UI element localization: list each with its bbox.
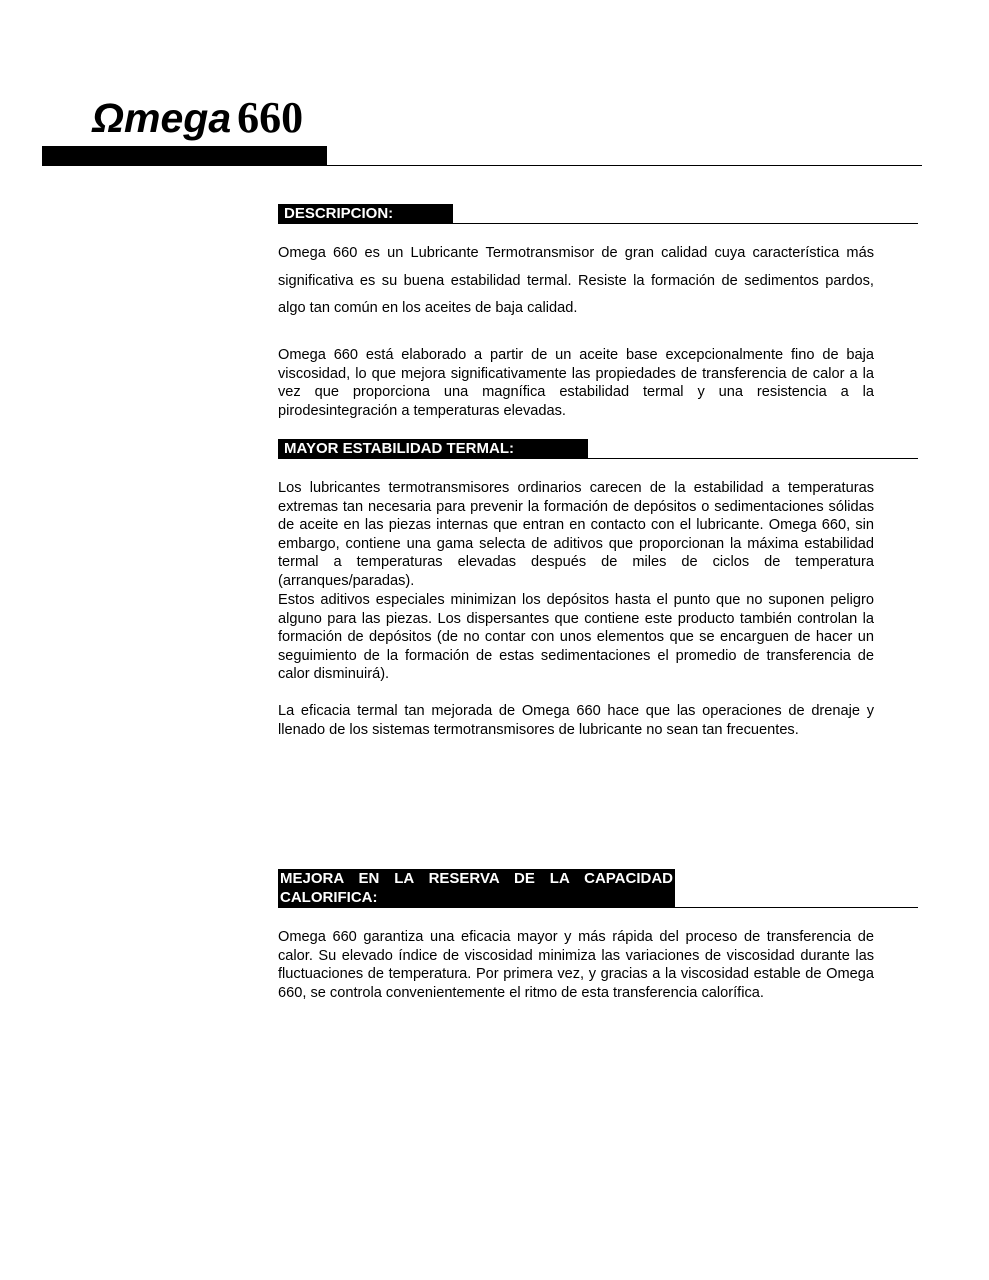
section-heading-descripcion	[278, 204, 918, 224]
title-rule	[42, 165, 922, 166]
paragraph: Omega 660 es un Lubricante Termotransmisor de gran calidad cuya característica más significativa es su buena estabilidad termal. Resiste la formación de sedimentos pardos, algo tan común en los aceites de baja calidad.	[278, 245, 874, 316]
section-label: MEJORA EN LA RESERVA DE LA CAPACIDAD CALORIFICA:	[280, 870, 673, 906]
paragraph: Estos aditivos especiales minimizan los depósitos hasta el punto que no suponen peligro alguno para las piezas. Los dispersantes que contiene este producto también controlan la formación de depósitos (de no contar con unos elementos que se encarguen de hacer un seguimiento de la formación de estas sedimentaciones el promedio de transferencia de calor disminuirá).	[278, 592, 874, 683]
title-underline-bar	[42, 146, 327, 166]
paragraph: Los lubricantes termotransmisores ordinarios carecen de la estabilidad a temperaturas extremas tan necesaria para prevenir la formación de depósitos o sedimentaciones sólidas de aceite en las piezas internas que entran en contacto con el lubricante. Omega 660, sin embargo, contiene una gama selecta de aditivos que proporcionan la máxima estabilidad termal a temperaturas elevadas después de miles de ciclos de temperatura (arranques/paradas).	[278, 480, 874, 589]
section-label: MAYOR ESTABILIDAD TERMAL:	[278, 439, 588, 458]
title-brand: Ωmega	[92, 95, 232, 141]
document-title	[92, 92, 303, 143]
paragraph: La eficacia termal tan mejorada de Omega 660 hace que las operaciones de drenaje y llenado de los sistemas termotransmisores de lubricante no sean tan frecuentes.	[278, 703, 874, 738]
section-label: DESCRIPCION:	[278, 204, 453, 223]
title-number: 660	[237, 93, 304, 142]
section-heading-estabilidad-termal	[278, 439, 918, 459]
paragraph: Omega 660 está elaborado a partir de un aceite base excepcionalmente fino de baja viscosidad, lo que mejora significativamente las propiedades de transferencia de calor a la vez que proporciona una magnífica estabilidad termal y una resistencia a la pirodesintegración a temperaturas elevadas.	[278, 347, 874, 419]
section-heading-capacidad-calorifica	[278, 869, 918, 908]
paragraph: Omega 660 garantiza una eficacia mayor y más rápida del proceso de transferencia de calor. Su elevado índice de viscosidad minimiza las variaciones de viscosidad durante las fluctuaciones de temperatura. Por primera vez, y gracias a la viscosidad estable de Omega 660, se controla convenientemente el ritmo de esta transferencia calorífica.	[278, 929, 874, 1001]
